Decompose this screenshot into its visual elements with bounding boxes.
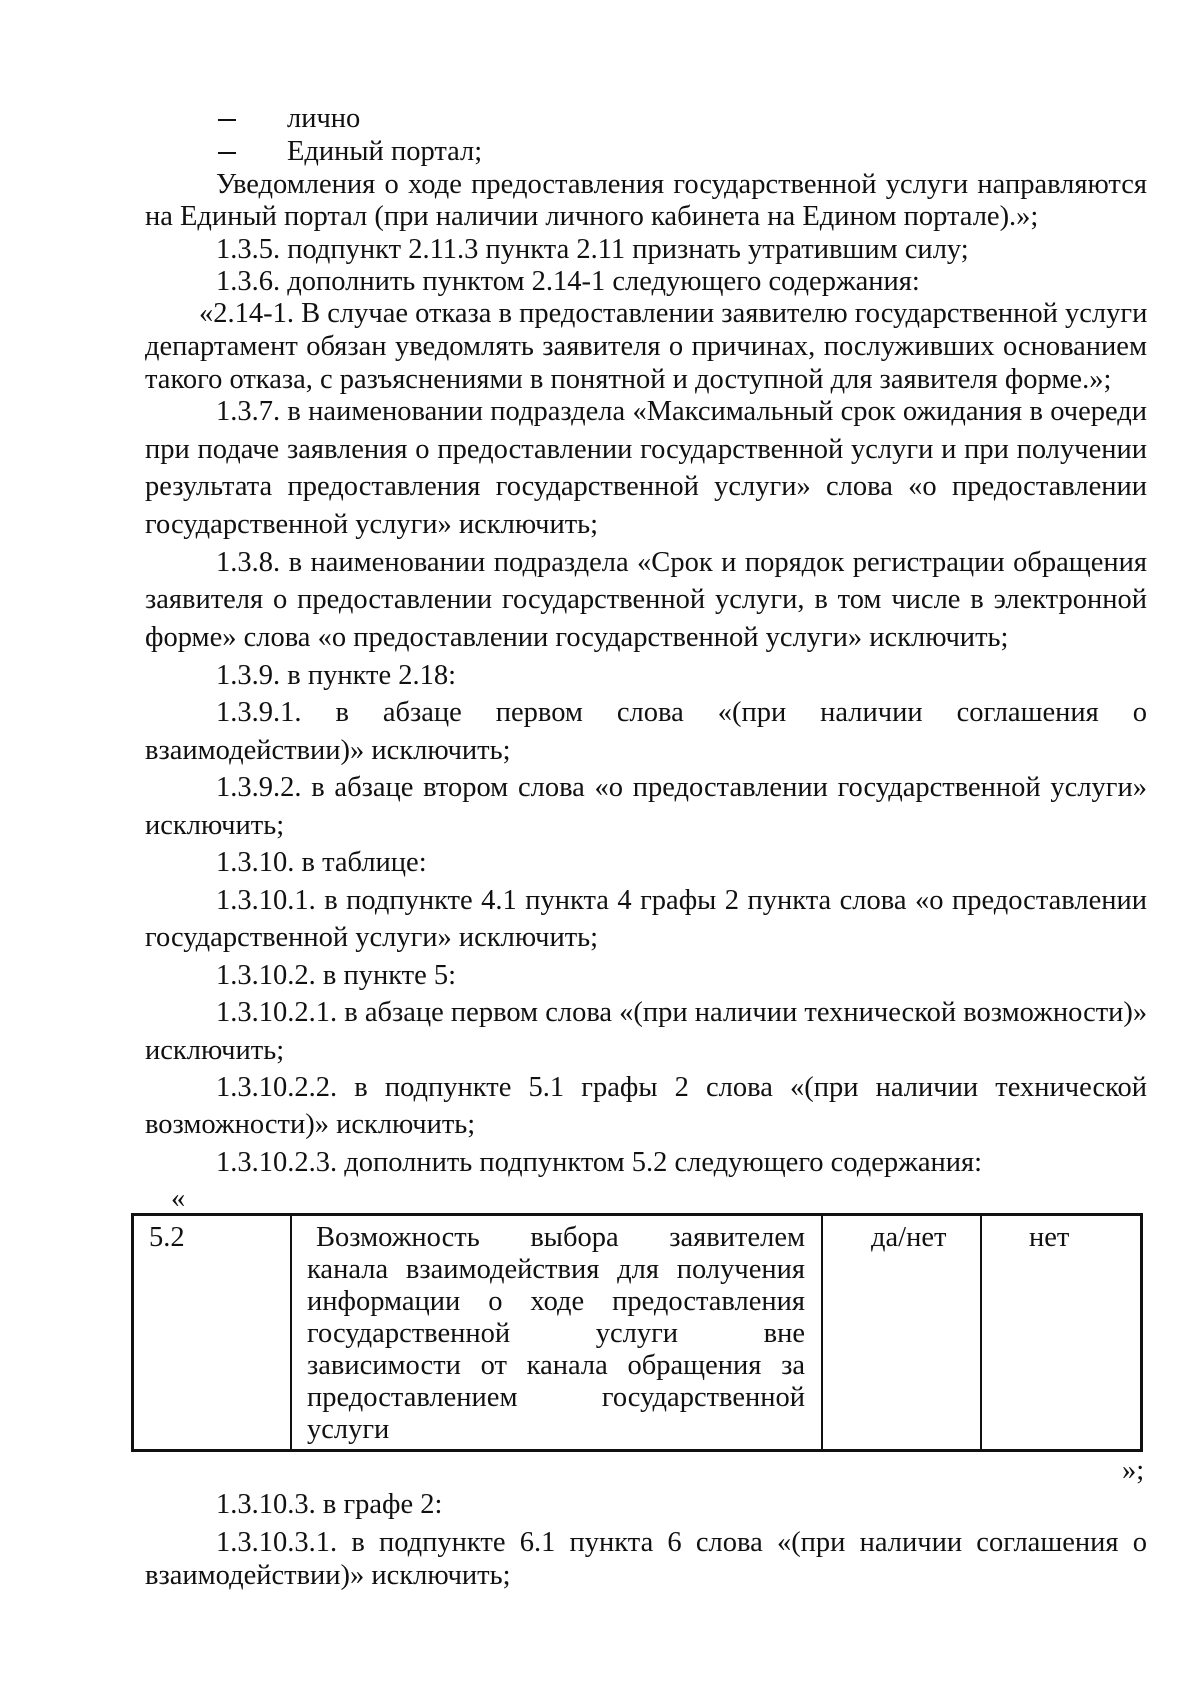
paragraph-2-14-1-line-1: «2.14-1. В случае отказа в предоставлении заявителю государственной услуги	[199, 298, 1148, 329]
table-divider-3	[980, 1216, 982, 1449]
paragraph-1-3-10-3-1-line-1: 1.3.10.3.1. в подпункте 6.1 пункта 6 слова «(при наличии соглашения о	[216, 1527, 1147, 1558]
paragraph-1-3-10-2: 1.3.10.2. в пункте 5:	[216, 960, 457, 991]
list-item-2: Единый портал;	[287, 136, 483, 167]
description-line-6: предоставлением государственной	[307, 1382, 805, 1413]
paragraph-1-3-9-1-line-2: взаимодействии)» исключить;	[145, 735, 511, 766]
description-line-5: зависимости от канала обращения за	[307, 1350, 805, 1381]
table-open-quote: «	[171, 1183, 186, 1214]
paragraph-1-3-10-2-2-line-1: 1.3.10.2.2. в подпункте 5.1 графы 2 слова «(при наличии технической	[216, 1072, 1147, 1103]
table-cell-description	[307, 1224, 805, 1448]
paragraph-1-3-9: 1.3.9. в пункте 2.18:	[216, 660, 457, 691]
paragraph-1-3-10-1-line-1: 1.3.10.1. в подпункте 4.1 пункта 4 графы 2 пункта слова «о предоставлении	[216, 885, 1147, 916]
description-line-7: услуги	[307, 1414, 390, 1445]
paragraph-1-3-10-3-1-line-2: взаимодействии)» исключить;	[145, 1560, 511, 1591]
paragraph-1-3-8-line-3: форме» слова «о предоставлении государственной услуги» исключить;	[145, 622, 1009, 653]
paragraph-1-3-7-line-3: результата предоставления государственной услуги» слова «о предоставлении	[145, 471, 1147, 502]
paragraph-1-3-9-1-line-1: 1.3.9.1. в абзаце первом слова «(при наличии соглашения о	[216, 697, 1147, 728]
paragraph-1-3-9-2-line-2: исключить;	[145, 810, 285, 841]
inserted-table	[131, 1213, 1143, 1452]
paragraph-1-3-10-2-1-line-1: 1.3.10.2.1. в абзаце первом слова «(при наличии технической возможности)»	[216, 997, 1148, 1028]
table-divider-2	[821, 1216, 823, 1449]
paragraph-1-3-10-1-line-2: государственной услуги» исключить;	[145, 922, 599, 953]
table-close-quote: »;	[1122, 1455, 1145, 1486]
table-cell-number: 5.2	[149, 1222, 185, 1253]
paragraph-1-3-10-2-1-line-2: исключить;	[145, 1035, 285, 1066]
paragraph-1-3-7-line-4: государственной услуги» исключить;	[145, 509, 599, 540]
description-line-4: государственной услуги вне	[307, 1318, 805, 1349]
description-line-1: Возможность выбора заявителем	[316, 1222, 805, 1253]
list-dash-1	[218, 119, 236, 121]
paragraph-1-3-6: 1.3.6. дополнить пунктом 2.14-1 следующего содержания:	[216, 266, 920, 297]
description-line-2: канала взаимодействия для получения	[307, 1254, 805, 1285]
paragraph-1-3-10-3: 1.3.10.3. в графе 2:	[216, 1489, 443, 1520]
paragraph-2-14-1-line-2: департамент обязан уведомлять заявителя о причинах, послуживших основанием	[145, 331, 1147, 362]
paragraph-1-3-8-line-1: 1.3.8. в наименовании подраздела «Срок и порядок регистрации обращения	[216, 547, 1147, 578]
paragraph-notification-line-2: на Единый портал (при наличии личного кабинета на Едином портале).»;	[145, 201, 1039, 232]
paragraph-1-3-5: 1.3.5. подпункт 2.11.3 пункта 2.11 признать утратившим силу;	[216, 234, 969, 265]
paragraph-2-14-1-line-3: такого отказа, с разъяснениями в понятной и доступной для заявителя форме.»;	[145, 364, 1112, 395]
paragraph-1-3-7-line-2: при подаче заявления о предоставлении государственной услуги и при получении	[145, 434, 1147, 465]
description-line-3: информации о ходе предоставления	[307, 1286, 805, 1317]
paragraph-1-3-7-line-1: 1.3.7. в наименовании подраздела «Максимальный срок ожидания в очереди	[216, 396, 1147, 427]
table-cell-value-type: да/нет	[871, 1222, 947, 1253]
paragraph-1-3-8-line-2: заявителя о предоставлении государственной услуги, в том числе в электронной	[145, 584, 1147, 615]
paragraph-1-3-9-2-line-1: 1.3.9.2. в абзаце втором слова «о предоставлении государственной услуги»	[216, 772, 1147, 803]
table-divider-1	[290, 1216, 292, 1449]
paragraph-1-3-10-2-2-line-2: возможности)» исключить;	[145, 1109, 476, 1140]
list-item-1: лично	[287, 103, 361, 134]
list-dash-2	[218, 152, 236, 154]
table-cell-value: нет	[1029, 1222, 1070, 1253]
paragraph-1-3-10-2-3: 1.3.10.2.3. дополнить подпунктом 5.2 следующего содержания:	[216, 1147, 983, 1178]
paragraph-1-3-10: 1.3.10. в таблице:	[216, 847, 427, 878]
paragraph-notification-line-1: Уведомления о ходе предоставления государственной услуги направляются	[216, 169, 1147, 200]
